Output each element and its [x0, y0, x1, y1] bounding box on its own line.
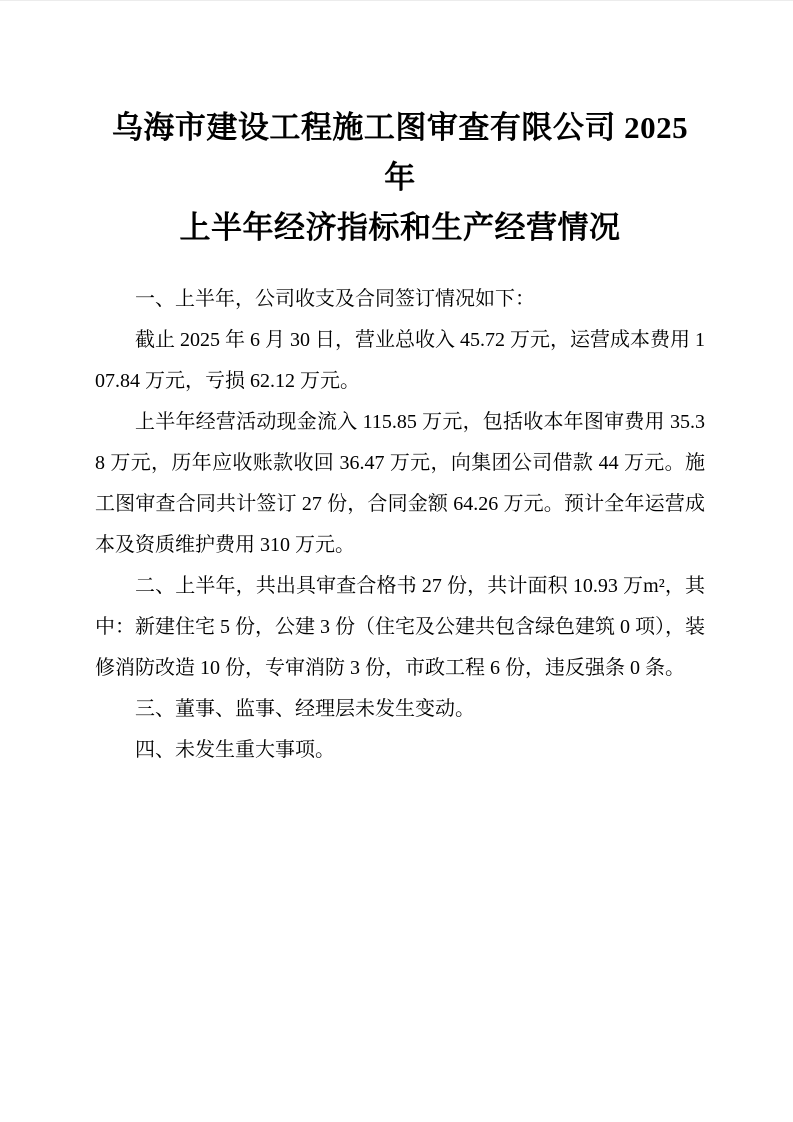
paragraph-section-1-heading: 一、上半年，公司收支及合同签订情况如下： — [135, 288, 535, 310]
paragraph-cashflow-contracts: 上半年经营活动现金流入 115.85 万元，包括收本年图审费用 35.38 万元，历年应收账款收回 36.47 万元，向集团公司借款 44 万元。施工图审查合同共计签订 27 份，合同金额 64.26 万元。预计全年运营成本及资质维护费用 310 万元。 — [95, 411, 705, 556]
paragraph-section-2-review-certificates: 二、上半年，共出具审查合格书 27 份，共计面积 10.93 万m²，其中：新建住宅 5 份，公建 3 份（住宅及公建共包含绿色建筑 0 项），装修消防改造 10 份，专审消防 3 份，市政工程 6 份，违反强条 0 条。 — [95, 575, 705, 679]
document-title-line-1: 乌海市建设工程施工图审查有限公司 2025 年 — [111, 110, 689, 195]
paragraph-revenue-summary: 截止 2025 年 6 月 30 日，营业总收入 45.72 万元，运营成本费用 107.84 万元，亏损 62.12 万元。 — [95, 329, 705, 392]
document-body — [95, 279, 705, 771]
document-title-line-2: 上半年经济指标和生产经营情况 — [179, 210, 621, 245]
paragraph-section-4-major-events: 四、未发生重大事项。 — [135, 739, 335, 761]
paragraph-section-3-management: 三、董事、监事、经理层未发生变动。 — [135, 698, 475, 720]
document-title — [95, 103, 705, 253]
